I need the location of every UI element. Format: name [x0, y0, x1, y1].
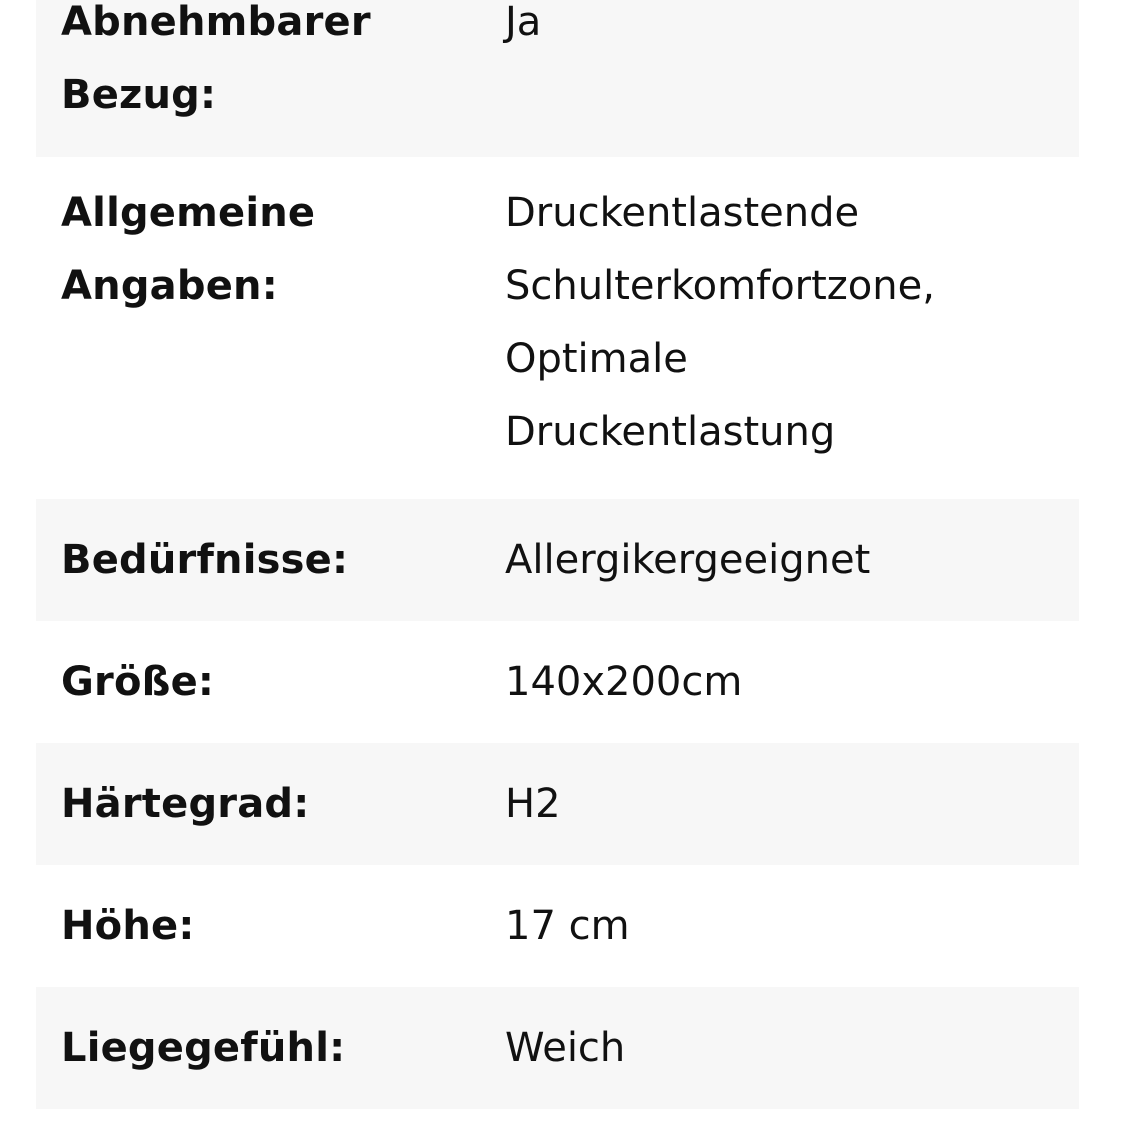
spec-value: Weich	[505, 1024, 626, 1071]
spec-label: Liegegefühl:	[61, 1024, 346, 1071]
spec-row-needs	[36, 499, 1079, 621]
spec-value: Druckentlastende Schulterkomfortzone, Optimale Druckentlastung	[505, 190, 935, 455]
spec-label: Härtegrad:	[61, 780, 310, 827]
spec-label: Größe:	[61, 658, 215, 705]
spec-row-height	[36, 865, 1079, 987]
spec-label: Allgemeine Angaben:	[61, 190, 316, 309]
spec-value: 140x200cm	[505, 658, 743, 705]
spec-row-removable-cover	[36, 0, 1079, 157]
spec-label: Bedürfnisse:	[61, 536, 349, 583]
spec-value: Allergikergeeignet	[505, 536, 871, 583]
spec-label: Abnehmbarer Bezug:	[61, 0, 371, 118]
spec-row-size	[36, 621, 1079, 743]
spec-value: 17 cm	[505, 902, 630, 949]
spec-value: Ja	[505, 0, 542, 45]
spec-row-firmness	[36, 743, 1079, 865]
product-spec-table	[36, 0, 1079, 1109]
spec-row-lying-feel	[36, 987, 1079, 1109]
spec-row-general-info	[36, 157, 1079, 499]
spec-label: Höhe:	[61, 902, 195, 949]
spec-value: H2	[505, 780, 561, 827]
